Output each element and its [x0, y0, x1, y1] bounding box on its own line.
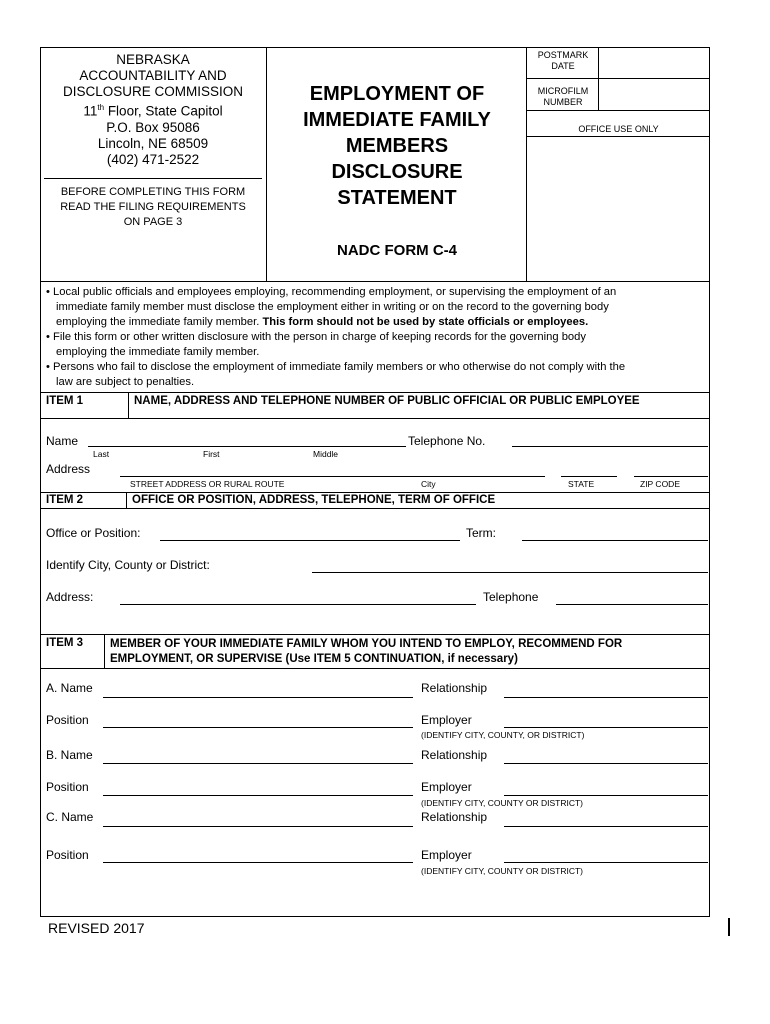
member-c-position-field[interactable] [103, 862, 413, 863]
agency-name-line3: DISCLOSURE COMMISSION [62, 84, 244, 99]
item2-bottom-line [40, 508, 710, 509]
name-label: Name [46, 434, 79, 448]
member-c-employer-label: Employer [421, 848, 472, 862]
member-c-relationship-field[interactable] [504, 826, 708, 827]
filing-note-line1: BEFORE COMPLETING THIS FORM [60, 186, 246, 198]
zip-code-field[interactable] [634, 476, 708, 477]
office-address-label: Address: [46, 590, 94, 604]
street-address-field[interactable] [120, 476, 545, 477]
telephone-no-label: Telephone No. [408, 434, 486, 448]
name-last-hint: Last [93, 449, 110, 459]
street-address-hint: STREET ADDRESS OR RURAL ROUTE [130, 479, 285, 489]
title-line5: STATEMENT [337, 187, 457, 209]
header-divider-right [526, 47, 527, 282]
member-b-name-field[interactable] [103, 763, 413, 764]
agency-pobox: P.O. Box 95086 [106, 119, 200, 135]
term-label: Term: [466, 526, 496, 540]
identify-district-field[interactable] [312, 572, 708, 573]
filing-note-line2: READ THE FILING REQUIREMENTS [60, 201, 246, 213]
filing-note-line3: ON PAGE 3 [123, 216, 183, 228]
item3-number: ITEM 3 [46, 637, 84, 649]
member-a-name-field[interactable] [103, 697, 413, 698]
member-c-name-field[interactable] [103, 826, 413, 827]
office-use-row1-line [526, 78, 709, 79]
member-c-employer-hint: (IDENTIFY CITY, COUNTY OR DISTRICT) [421, 866, 583, 876]
member-c-relationship-label: Relationship [421, 810, 488, 824]
telephone-no-field[interactable] [512, 446, 708, 447]
member-a-name-label: A. Name [46, 681, 93, 695]
title-line3: MEMBERS [345, 135, 449, 157]
office-use-row2-line [526, 110, 709, 111]
member-a-position-label: Position [46, 713, 89, 727]
office-address-field[interactable] [120, 604, 476, 605]
title-line2: IMMEDIATE FAMILY [303, 109, 491, 131]
agency-block [40, 52, 266, 168]
title-line1: EMPLOYMENT OF [309, 83, 485, 105]
member-a-employer-label: Employer [421, 713, 472, 727]
state-officials-warning: This form should not be used by state officials or employees. [262, 316, 589, 328]
item3-bottom-line [40, 668, 710, 669]
agency-floor-number: 11 [83, 103, 98, 119]
instruction-bullet-2: • File this form or other written disclosure with the person in charge of keeping records for the governing body employing the immediate family member. [46, 331, 586, 358]
agency-phone: (402) 471-2522 [106, 151, 200, 167]
member-b-position-label: Position [46, 780, 89, 794]
header-divider-left [266, 47, 267, 282]
item3-top-line [40, 634, 710, 635]
member-c-position-label: Position [46, 848, 89, 862]
term-field[interactable] [522, 540, 708, 541]
office-use-inner-divider [598, 47, 599, 111]
name-field[interactable] [88, 446, 406, 447]
member-a-position-field[interactable] [103, 727, 413, 728]
item3-divider [104, 634, 105, 669]
page-edge-mark [728, 918, 730, 936]
bullet-dot: • [46, 361, 54, 373]
item3-heading [110, 637, 622, 667]
office-position-label: Office or Position: [46, 526, 141, 540]
member-b-employer-field[interactable] [504, 795, 708, 796]
member-b-relationship-field[interactable] [504, 763, 708, 764]
name-first-hint: First [203, 449, 220, 459]
agency-name-line1: NEBRASKA [116, 52, 190, 67]
revised-date: REVISED 2017 [48, 920, 145, 936]
agency-floor [40, 100, 266, 120]
header-bottom-line [40, 281, 710, 282]
item3-heading-line1: MEMBER OF YOUR IMMEDIATE FAMILY WHOM YOU INTEND TO EMPLOY, RECOMMEND FOR [110, 638, 623, 650]
zip-code-hint: ZIP CODE [640, 479, 680, 489]
item2-number: ITEM 2 [46, 494, 84, 506]
form-right-border [709, 47, 710, 917]
name-middle-hint: Middle [313, 449, 339, 459]
item1-bottom-line [40, 418, 710, 419]
agency-city: Lincoln, NE 68509 [97, 135, 209, 151]
bullet-dot: • [46, 331, 54, 343]
member-b-name-label: B. Name [46, 748, 93, 762]
agency-floor-suffix: th [97, 103, 105, 112]
office-telephone-field[interactable] [556, 604, 708, 605]
item2-top-line [40, 492, 710, 493]
microfilm-number-field[interactable] [600, 80, 707, 109]
member-c-employer-field[interactable] [504, 862, 708, 863]
instruction-bullet-1: • Local public officials and employees employing, recommending employment, or supervising the employment of an immediate family member must disclose the employment either in writing or on the record to the governing body employing the immediate family member. This form should not be used by state officials or employees. [46, 286, 617, 328]
form-title [270, 81, 524, 211]
filing-note [40, 185, 266, 230]
agency-name-line2: ACCOUNTABILITY AND [79, 68, 227, 83]
member-b-position-field[interactable] [103, 795, 413, 796]
item1-divider [128, 392, 129, 419]
instruction-bullet-3: • Persons who fail to disclose the employment of immediate family members or who otherwise do not comply with the law are subject to penalties. [46, 361, 626, 388]
bullet-dot: • [46, 286, 54, 298]
address-label: Address [46, 462, 91, 476]
item2-divider [126, 492, 127, 509]
member-b-employer-hint: (IDENTIFY CITY, COUNTY OR DISTRICT) [421, 798, 583, 808]
office-use-row3-line [526, 136, 709, 137]
form-bottom-border [40, 916, 710, 917]
office-use-only-label: OFFICE USE ONLY [578, 124, 659, 134]
office-telephone-label: Telephone [483, 590, 539, 604]
city-hint: City [421, 479, 436, 489]
title-line4: DISCLOSURE [331, 161, 463, 183]
item3-heading-line2: EMPLOYMENT, OR SUPERVISE (Use ITEM 5 CONTINUATION, if necessary) [110, 653, 518, 665]
postmark-date-label: POSTMARK DATE [537, 50, 589, 71]
form-left-border [40, 47, 41, 917]
office-position-field[interactable] [160, 540, 460, 541]
form-top-border [40, 47, 710, 48]
state-field[interactable] [561, 476, 617, 477]
member-a-employer-hint: (IDENTIFY CITY, COUNTY, OR DISTRICT) [421, 730, 585, 740]
microfilm-number-label: MICROFILM NUMBER [537, 86, 589, 107]
agency-floor-text: Floor, State Capitol [104, 103, 223, 119]
item1-top-line [40, 392, 710, 393]
state-hint: STATE [568, 479, 595, 489]
member-a-relationship-field[interactable] [504, 697, 708, 698]
form-id: NADC FORM C-4 [337, 242, 457, 259]
postmark-date-field[interactable] [600, 49, 707, 77]
identify-district-label: Identify City, County or District: [46, 558, 210, 572]
agency-note-divider [44, 178, 262, 179]
member-c-name-label: C. Name [46, 810, 94, 824]
member-b-employer-label: Employer [421, 780, 472, 794]
item2-heading: OFFICE OR POSITION, ADDRESS, TELEPHONE, TERM OF OFFICE [132, 494, 496, 506]
member-b-relationship-label: Relationship [421, 748, 488, 762]
member-a-relationship-label: Relationship [421, 681, 488, 695]
member-a-employer-field[interactable] [504, 727, 708, 728]
instructions [46, 285, 706, 390]
item1-heading: NAME, ADDRESS AND TELEPHONE NUMBER OF PUBLIC OFFICIAL OR PUBLIC EMPLOYEE [134, 395, 640, 407]
item1-number: ITEM 1 [46, 395, 84, 407]
